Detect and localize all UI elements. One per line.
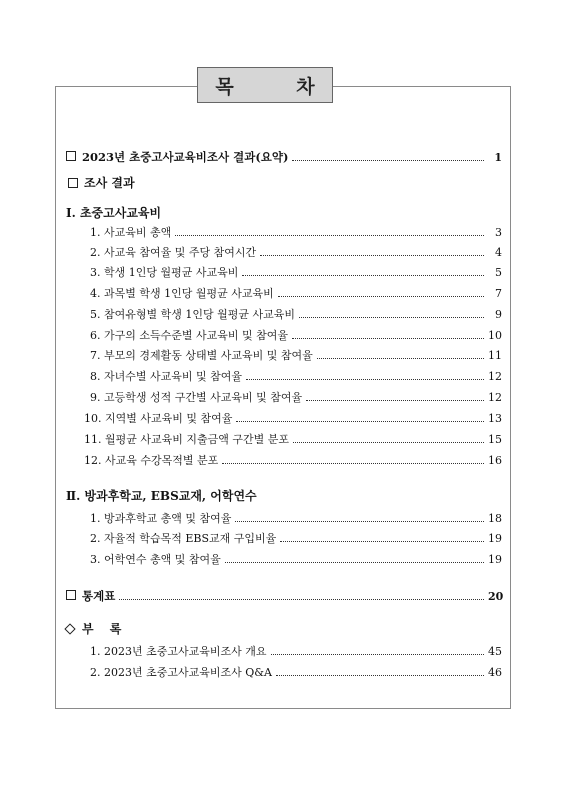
diamond-icon xyxy=(64,623,75,634)
toc-entry-page: 3 xyxy=(495,226,502,239)
toc-entry[interactable] xyxy=(90,244,502,260)
toc-entry-label: 11. 월평균 사교육비 지출금액 구간별 분포 xyxy=(84,433,289,446)
dot-leader xyxy=(280,541,484,542)
toc-entry[interactable] xyxy=(84,410,502,426)
dot-leader xyxy=(236,421,484,422)
toc-entry-label: 6. 가구의 소득수준별 사교육비 및 참여율 xyxy=(90,329,288,342)
toc-section-results xyxy=(68,174,135,191)
toc-entry-page: 4 xyxy=(495,246,502,259)
dot-leader xyxy=(293,442,484,443)
toc-entry[interactable] xyxy=(84,452,502,468)
toc-entry[interactable] xyxy=(90,551,502,567)
toc-entry-label: 2. 자율적 학습목적 EBS교재 구입비율 xyxy=(90,532,277,545)
toc-entry[interactable] xyxy=(90,510,502,526)
checkbox-square-icon xyxy=(66,590,76,600)
toc-entry[interactable] xyxy=(90,347,502,363)
toc-entry-page: 1 xyxy=(494,151,502,164)
dot-leader xyxy=(225,562,484,563)
section-heading: Ⅱ. 방과후학교, EBS교재, 어학연수 xyxy=(66,489,257,503)
toc-entry[interactable] xyxy=(90,224,502,240)
toc-entry[interactable] xyxy=(90,530,502,546)
section-heading: 부 록 xyxy=(82,622,128,636)
toc-entry-label: 2023년 초중고사교육비조사 결과(요약) xyxy=(82,150,289,164)
checkbox-square-icon xyxy=(66,151,76,161)
dot-leader xyxy=(246,379,484,380)
toc-entry-page: 5 xyxy=(495,266,502,279)
toc-entry-page: 45 xyxy=(488,645,502,658)
dot-leader xyxy=(222,463,484,464)
toc-entry-page: 46 xyxy=(488,666,502,679)
toc-entry[interactable] xyxy=(90,664,502,680)
toc-entry-page: 11 xyxy=(488,349,502,362)
dot-leader xyxy=(278,296,484,297)
dot-leader xyxy=(271,654,485,655)
toc-entry-label: 4. 과목별 학생 1인당 월평균 사교육비 xyxy=(90,287,274,300)
toc-entry[interactable] xyxy=(90,285,502,301)
dot-leader xyxy=(235,521,484,522)
dot-leader xyxy=(260,255,484,256)
toc-entry-label: 9. 고등학생 성적 구간별 사교육비 및 참여율 xyxy=(90,391,303,404)
toc-entry[interactable] xyxy=(90,264,502,280)
toc-entry-label: 2. 사교육 참여율 및 주당 참여시간 xyxy=(90,246,257,259)
toc-entry-page: 10 xyxy=(488,329,502,342)
toc-section-part1 xyxy=(66,204,161,221)
toc-section-appendix xyxy=(64,620,127,637)
toc-entry-label: 1. 방과후학교 총액 및 참여율 xyxy=(90,512,232,525)
toc-entry-page: 19 xyxy=(488,553,502,566)
toc-entry-label: 통계표 xyxy=(82,589,116,603)
toc-title-box xyxy=(197,67,343,103)
dot-leader xyxy=(306,400,484,401)
dot-leader xyxy=(299,317,484,318)
toc-entry-label: 10. 지역별 사교육비 및 참여율 xyxy=(84,412,233,425)
toc-entry[interactable] xyxy=(90,368,502,384)
dot-leader xyxy=(276,675,484,676)
toc-entry-page: 20 xyxy=(488,590,504,603)
toc-entry-page: 18 xyxy=(488,512,502,525)
section-heading: 조사 결과 xyxy=(84,176,135,190)
toc-entry-page: 7 xyxy=(495,287,502,300)
dot-leader xyxy=(119,599,484,600)
toc-entry-page: 9 xyxy=(495,308,502,321)
toc-section-part2 xyxy=(66,487,257,504)
toc-entry[interactable] xyxy=(90,306,502,322)
toc-entry-label: 2. 2023년 초중고사교육비조사 Q&A xyxy=(90,666,272,679)
toc-entry-label: 1. 사교육비 총액 xyxy=(90,226,172,239)
toc-entry-page: 19 xyxy=(488,532,502,545)
toc-entry-page: 13 xyxy=(488,412,502,425)
toc-entry-label: 7. 부모의 경제활동 상태별 사교육비 및 참여율 xyxy=(90,349,313,362)
toc-entry-stats[interactable] xyxy=(66,588,502,604)
toc-entry-label: 5. 참여유형별 학생 1인당 월평균 사교육비 xyxy=(90,308,295,321)
section-heading: Ⅰ. 초중고사교육비 xyxy=(66,206,162,220)
toc-entry[interactable] xyxy=(90,389,502,405)
toc-entry-label: 3. 학생 1인당 월평균 사교육비 xyxy=(90,266,239,279)
dot-leader xyxy=(317,358,484,359)
toc-entry[interactable] xyxy=(90,327,502,343)
toc-entry-label: 12. 사교육 수강목적별 분포 xyxy=(84,454,219,467)
dot-leader xyxy=(292,338,484,339)
dot-leader xyxy=(292,160,484,161)
dot-leader xyxy=(242,275,484,276)
dot-leader xyxy=(175,235,484,236)
toc-entry-page: 12 xyxy=(488,391,502,404)
toc-entry-page: 15 xyxy=(488,433,502,446)
toc-entry-label: 8. 자녀수별 사교육비 및 참여율 xyxy=(90,370,242,383)
toc-entry-label: 1. 2023년 초중고사교육비조사 개요 xyxy=(90,645,267,658)
toc-entry[interactable] xyxy=(84,431,502,447)
toc-title: 목 차 xyxy=(215,75,343,98)
toc-entry-label: 3. 어학연수 총액 및 참여율 xyxy=(90,553,221,566)
checkbox-square-icon xyxy=(68,178,78,188)
toc-entry[interactable] xyxy=(90,643,502,659)
toc-entry-page: 16 xyxy=(488,454,502,467)
toc-entry-page: 12 xyxy=(488,370,502,383)
toc-entry-summary[interactable] xyxy=(66,149,502,165)
